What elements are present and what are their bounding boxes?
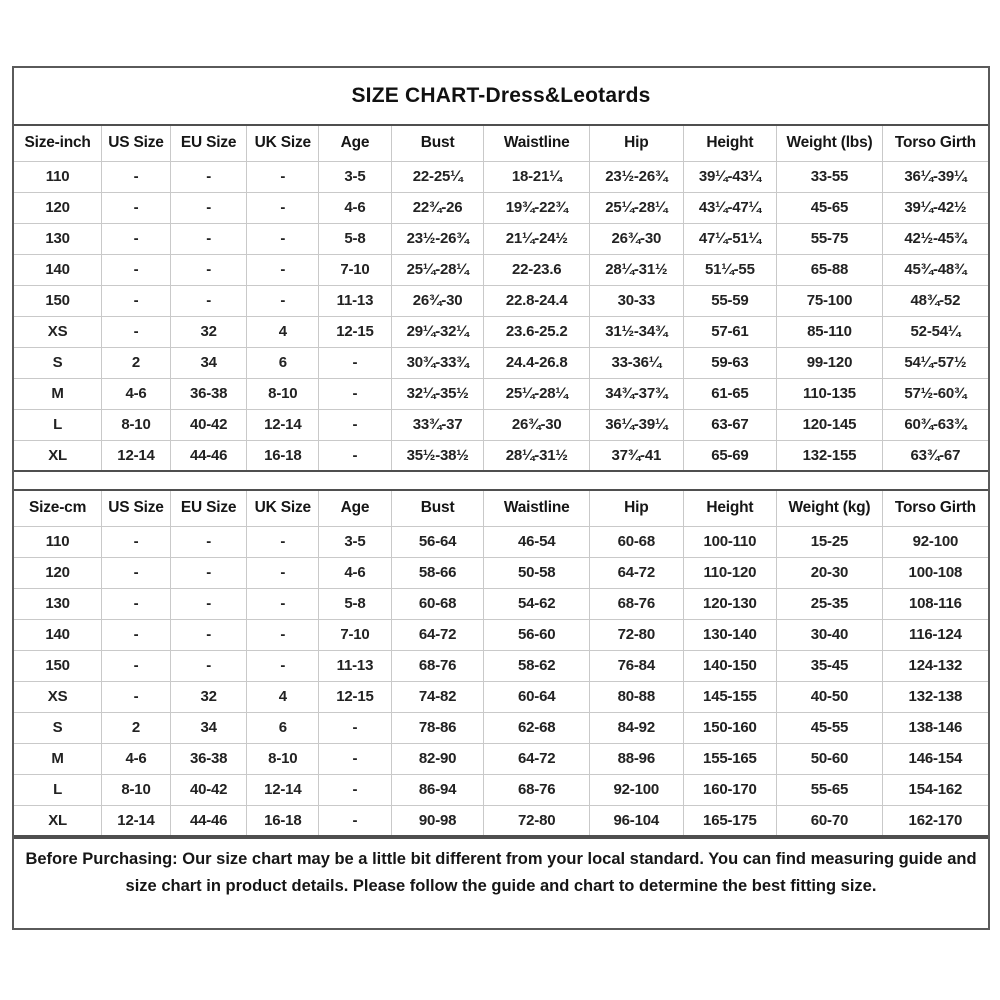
cell: 78-86 <box>391 712 484 743</box>
cell: 23½-26¾ <box>589 161 683 192</box>
cell: 57-61 <box>683 316 777 347</box>
table-row <box>14 805 988 836</box>
table-row <box>14 378 988 409</box>
cell: 50-60 <box>777 743 883 774</box>
cell: 86-94 <box>391 774 484 805</box>
cell: - <box>102 526 171 557</box>
table-row <box>14 526 988 557</box>
table-row <box>14 285 988 316</box>
cell: 25¼-28¼ <box>391 254 484 285</box>
cell: - <box>102 650 171 681</box>
column-header: UK Size <box>247 125 319 161</box>
table-row <box>14 619 988 650</box>
cell: 23.6-25.2 <box>484 316 590 347</box>
cell: 15-25 <box>777 526 883 557</box>
cell: 110-135 <box>777 378 883 409</box>
cell: 32 <box>170 681 247 712</box>
cell: 4 <box>247 316 319 347</box>
cell: - <box>319 774 392 805</box>
cell: 8-10 <box>102 409 171 440</box>
cell: 124-132 <box>882 650 988 681</box>
cell: 145-155 <box>683 681 777 712</box>
cell: - <box>247 161 319 192</box>
cell: 4-6 <box>102 378 171 409</box>
cell: 72-80 <box>484 805 590 836</box>
row-size-label: S <box>14 347 102 378</box>
cell: 34 <box>170 347 247 378</box>
column-header: Size-inch <box>14 125 102 161</box>
cell: 12-14 <box>247 409 319 440</box>
cell: 60-64 <box>484 681 590 712</box>
cell: - <box>170 192 247 223</box>
cell: 59-63 <box>683 347 777 378</box>
cell: 44-46 <box>170 440 247 471</box>
cell: 154-162 <box>882 774 988 805</box>
column-header: Age <box>319 125 392 161</box>
row-size-label: 120 <box>14 192 102 223</box>
cell: 60¾-63¾ <box>882 409 988 440</box>
cell: 4 <box>247 681 319 712</box>
table-row <box>14 774 988 805</box>
cell: 26¾-30 <box>484 409 590 440</box>
cell: 55-65 <box>777 774 883 805</box>
cell: 84-92 <box>589 712 683 743</box>
cell: - <box>247 192 319 223</box>
cell: 30-40 <box>777 619 883 650</box>
cell: - <box>247 254 319 285</box>
table-row <box>14 347 988 378</box>
table-row <box>14 409 988 440</box>
column-header: Weight (kg) <box>777 490 883 526</box>
cell: 36¼-39¼ <box>589 409 683 440</box>
cell: - <box>247 557 319 588</box>
cell: 120-145 <box>777 409 883 440</box>
row-size-label: 110 <box>14 526 102 557</box>
cell: 68-76 <box>484 774 590 805</box>
cell: 32¼-35½ <box>391 378 484 409</box>
cell: 3-5 <box>319 526 392 557</box>
table-row <box>14 557 988 588</box>
column-header: Waistline <box>484 125 590 161</box>
cell: - <box>170 619 247 650</box>
row-size-label: XL <box>14 805 102 836</box>
table-row <box>14 223 988 254</box>
cell: 22¾-26 <box>391 192 484 223</box>
table-row <box>14 440 988 471</box>
cell: 44-46 <box>170 805 247 836</box>
cell: - <box>102 223 171 254</box>
cell: 40-42 <box>170 774 247 805</box>
table-row <box>14 743 988 774</box>
cell: 155-165 <box>683 743 777 774</box>
cell: 4-6 <box>319 192 392 223</box>
cell: - <box>102 285 171 316</box>
cell: 22-23.6 <box>484 254 590 285</box>
row-size-label: XL <box>14 440 102 471</box>
cell: 7-10 <box>319 619 392 650</box>
cell: 5-8 <box>319 223 392 254</box>
row-size-label: 140 <box>14 254 102 285</box>
cell: 68-76 <box>589 588 683 619</box>
cell: 52-54¼ <box>882 316 988 347</box>
cell: 75-100 <box>777 285 883 316</box>
column-header: Height <box>683 125 777 161</box>
table-row <box>14 681 988 712</box>
cell: 120-130 <box>683 588 777 619</box>
cell: - <box>247 650 319 681</box>
cell: 51¼-55 <box>683 254 777 285</box>
cell: 76-84 <box>589 650 683 681</box>
cell: 64-72 <box>589 557 683 588</box>
cell: 61-65 <box>683 378 777 409</box>
cell: 39¼-43¼ <box>683 161 777 192</box>
cell: 12-14 <box>102 440 171 471</box>
cell: - <box>319 440 392 471</box>
cell: 43¼-47¼ <box>683 192 777 223</box>
cell: 8-10 <box>247 378 319 409</box>
cell: 16-18 <box>247 805 319 836</box>
cell: 138-146 <box>882 712 988 743</box>
purchase-note-text: Before Purchasing: Our size chart may be a little bit different from your local standard. You can find measuring guide and size chart in product details. Please follow the guide and chart to determine the best fitting size. <box>25 849 977 895</box>
cell: - <box>319 409 392 440</box>
cell: 12-14 <box>247 774 319 805</box>
cell: 24.4-26.8 <box>484 347 590 378</box>
cell: 130-140 <box>683 619 777 650</box>
cell: 47¼-51¼ <box>683 223 777 254</box>
cell: 33¾-37 <box>391 409 484 440</box>
cell: 28¼-31½ <box>589 254 683 285</box>
table-row <box>14 650 988 681</box>
cell: 40-42 <box>170 409 247 440</box>
cell: - <box>170 161 247 192</box>
page-title: SIZE CHART-Dress&Leotards <box>351 84 651 107</box>
column-header: Height <box>683 490 777 526</box>
cell: 55-59 <box>683 285 777 316</box>
cell: 62-68 <box>484 712 590 743</box>
cell: 60-68 <box>391 588 484 619</box>
table-row <box>14 316 988 347</box>
cell: 162-170 <box>882 805 988 836</box>
row-size-label: 130 <box>14 223 102 254</box>
size-table-inch <box>14 124 988 472</box>
table-row <box>14 192 988 223</box>
cell: 21¼-24½ <box>484 223 590 254</box>
cell: 26¾-30 <box>391 285 484 316</box>
row-size-label: 110 <box>14 161 102 192</box>
row-size-label: 150 <box>14 285 102 316</box>
cell: - <box>247 223 319 254</box>
cell: 50-58 <box>484 557 590 588</box>
cell: 2 <box>102 347 171 378</box>
cell: 85-110 <box>777 316 883 347</box>
cell: 8-10 <box>247 743 319 774</box>
cell: 58-62 <box>484 650 590 681</box>
cell: 26¾-30 <box>589 223 683 254</box>
cell: 22-25¼ <box>391 161 484 192</box>
cell: 90-98 <box>391 805 484 836</box>
cell: - <box>247 285 319 316</box>
cell: 74-82 <box>391 681 484 712</box>
column-header: Age <box>319 490 392 526</box>
cell: - <box>319 743 392 774</box>
column-header: Bust <box>391 490 484 526</box>
cell: 12-15 <box>319 316 392 347</box>
cell: 2 <box>102 712 171 743</box>
cell: - <box>102 557 171 588</box>
cell: 46-54 <box>484 526 590 557</box>
cell: 160-170 <box>683 774 777 805</box>
cell: 16-18 <box>247 440 319 471</box>
cell: 37¾-41 <box>589 440 683 471</box>
cell: - <box>170 650 247 681</box>
cell: - <box>247 526 319 557</box>
cell: 22.8-24.4 <box>484 285 590 316</box>
cell: 6 <box>247 712 319 743</box>
cell: 11-13 <box>319 650 392 681</box>
cell: 63¾-67 <box>882 440 988 471</box>
cell: 4-6 <box>319 557 392 588</box>
cell: 54-62 <box>484 588 590 619</box>
cell: 64-72 <box>391 619 484 650</box>
cell: 30¾-33¾ <box>391 347 484 378</box>
cell: - <box>102 588 171 619</box>
column-header: Hip <box>589 490 683 526</box>
cell: - <box>170 254 247 285</box>
cell: 99-120 <box>777 347 883 378</box>
cell: 80-88 <box>589 681 683 712</box>
column-header: Bust <box>391 125 484 161</box>
cell: 60-68 <box>589 526 683 557</box>
cell: 100-110 <box>683 526 777 557</box>
cell: 23½-26¾ <box>391 223 484 254</box>
cell: 65-88 <box>777 254 883 285</box>
table-row <box>14 161 988 192</box>
cell: 34¾-37¾ <box>589 378 683 409</box>
cell: 146-154 <box>882 743 988 774</box>
cell: 5-8 <box>319 588 392 619</box>
cell: - <box>170 285 247 316</box>
cell: 48¾-52 <box>882 285 988 316</box>
cell: 150-160 <box>683 712 777 743</box>
column-header: EU Size <box>170 125 247 161</box>
cell: 45-55 <box>777 712 883 743</box>
cell: - <box>102 192 171 223</box>
cell: - <box>247 588 319 619</box>
cell: 82-90 <box>391 743 484 774</box>
cell: 64-72 <box>484 743 590 774</box>
cell: 45¾-48¾ <box>882 254 988 285</box>
cell: 68-76 <box>391 650 484 681</box>
row-size-label: L <box>14 774 102 805</box>
cell: 7-10 <box>319 254 392 285</box>
row-size-label: 140 <box>14 619 102 650</box>
cell: - <box>319 347 392 378</box>
header-row <box>14 125 988 161</box>
column-header: US Size <box>102 490 171 526</box>
cell: 65-69 <box>683 440 777 471</box>
cell: 72-80 <box>589 619 683 650</box>
cell: 8-10 <box>102 774 171 805</box>
cell: 32 <box>170 316 247 347</box>
cell: 25¼-28¼ <box>484 378 590 409</box>
cell: 96-104 <box>589 805 683 836</box>
cell: 19¾-22¾ <box>484 192 590 223</box>
cell: 100-108 <box>882 557 988 588</box>
table-row <box>14 254 988 285</box>
cell: 25¼-28¼ <box>589 192 683 223</box>
cell: 56-64 <box>391 526 484 557</box>
cell: 30-33 <box>589 285 683 316</box>
column-header: Hip <box>589 125 683 161</box>
cell: 92-100 <box>589 774 683 805</box>
cell: 58-66 <box>391 557 484 588</box>
column-header: UK Size <box>247 490 319 526</box>
cell: 45-65 <box>777 192 883 223</box>
cell: - <box>102 681 171 712</box>
cell: 54¼-57½ <box>882 347 988 378</box>
cell: - <box>170 588 247 619</box>
column-header: Torso Girth <box>882 125 988 161</box>
cell: 11-13 <box>319 285 392 316</box>
cell: 55-75 <box>777 223 883 254</box>
row-size-label: XS <box>14 316 102 347</box>
cell: 29¼-32¼ <box>391 316 484 347</box>
cell: 60-70 <box>777 805 883 836</box>
cell: 20-30 <box>777 557 883 588</box>
cell: 33-55 <box>777 161 883 192</box>
column-header: Torso Girth <box>882 490 988 526</box>
cell: - <box>102 619 171 650</box>
cell: 36-38 <box>170 378 247 409</box>
cell: 92-100 <box>882 526 988 557</box>
column-header: Weight (lbs) <box>777 125 883 161</box>
cell: 18-21¼ <box>484 161 590 192</box>
header-row <box>14 490 988 526</box>
cell: 6 <box>247 347 319 378</box>
purchase-note-box <box>14 837 988 907</box>
cell: 28¼-31½ <box>484 440 590 471</box>
cell: 33-36¼ <box>589 347 683 378</box>
cell: 116-124 <box>882 619 988 650</box>
cell: - <box>102 254 171 285</box>
column-header: Size-cm <box>14 490 102 526</box>
cell: 132-155 <box>777 440 883 471</box>
cell: 42½-45¾ <box>882 223 988 254</box>
cell: - <box>247 619 319 650</box>
table-row <box>14 588 988 619</box>
column-header: Waistline <box>484 490 590 526</box>
table-row <box>14 712 988 743</box>
cell: 132-138 <box>882 681 988 712</box>
column-header: US Size <box>102 125 171 161</box>
cell: 3-5 <box>319 161 392 192</box>
row-size-label: XS <box>14 681 102 712</box>
cell: - <box>319 712 392 743</box>
cell: - <box>319 805 392 836</box>
row-size-label: 120 <box>14 557 102 588</box>
cell: 56-60 <box>484 619 590 650</box>
cell: 57½-60¾ <box>882 378 988 409</box>
cell: 36-38 <box>170 743 247 774</box>
size-table-cm <box>14 489 988 837</box>
cell: 12-14 <box>102 805 171 836</box>
cell: 36¼-39¼ <box>882 161 988 192</box>
table-gap <box>14 472 988 489</box>
cell: - <box>170 557 247 588</box>
cell: - <box>102 316 171 347</box>
row-size-label: M <box>14 378 102 409</box>
cell: 12-15 <box>319 681 392 712</box>
column-header: EU Size <box>170 490 247 526</box>
cell: 35½-38½ <box>391 440 484 471</box>
cell: 40-50 <box>777 681 883 712</box>
cell: - <box>102 161 171 192</box>
row-size-label: 150 <box>14 650 102 681</box>
cell: 110-120 <box>683 557 777 588</box>
size-chart-panel <box>12 66 990 930</box>
row-size-label: S <box>14 712 102 743</box>
row-size-label: 130 <box>14 588 102 619</box>
cell: 88-96 <box>589 743 683 774</box>
cell: - <box>319 378 392 409</box>
cell: 31½-34¾ <box>589 316 683 347</box>
cell: 108-116 <box>882 588 988 619</box>
cell: 25-35 <box>777 588 883 619</box>
cell: 140-150 <box>683 650 777 681</box>
cell: 63-67 <box>683 409 777 440</box>
cell: - <box>170 526 247 557</box>
row-size-label: M <box>14 743 102 774</box>
row-size-label: L <box>14 409 102 440</box>
cell: 4-6 <box>102 743 171 774</box>
cell: - <box>170 223 247 254</box>
cell: 165-175 <box>683 805 777 836</box>
cell: 39¼-42½ <box>882 192 988 223</box>
cell: 35-45 <box>777 650 883 681</box>
cell: 34 <box>170 712 247 743</box>
